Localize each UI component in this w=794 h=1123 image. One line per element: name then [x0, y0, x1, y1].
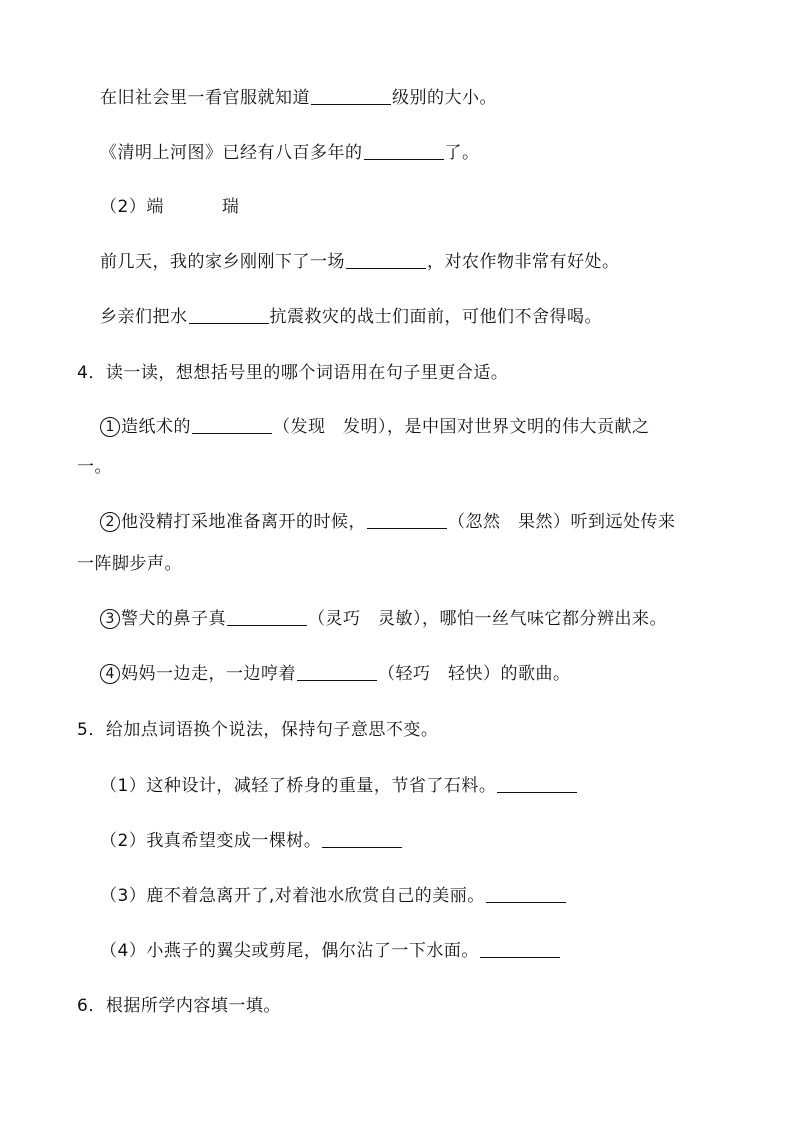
sentence-text: （4）小燕子的翼尖或剪尾，偶尔沾了一下水面。 — [100, 941, 479, 961]
sentence-text: （1）这种设计，减轻了桥身的重量，节省了石料。 — [100, 776, 497, 796]
answer-blank[interactable] — [322, 829, 402, 848]
sentence-text: 造纸术的 — [121, 417, 191, 437]
circled-number: 2 — [100, 512, 120, 532]
sentence-text: 抗震救灾的战士们面前，可他们不舍得喝。 — [269, 307, 602, 327]
sentence-text: （轻巧 轻快）的歌曲。 — [378, 664, 571, 684]
q5-item-1 — [0, 774, 794, 798]
sentence-qingming-painting — [0, 141, 794, 165]
sentence-official-uniform — [0, 86, 794, 110]
q4-item-3 — [0, 607, 794, 631]
sentence-text: （忽然 果然）听到远处传来 — [448, 512, 676, 532]
q4-item-1 — [0, 415, 794, 439]
circled-number: 1 — [100, 417, 120, 437]
word-pair-label: （2）端 — [100, 197, 164, 217]
sentence-text: 他没精打采地准备离开的时候， — [121, 512, 366, 532]
sentence-text: 在旧社会里一看官服就知道 — [100, 88, 310, 108]
sentence-text: 《清明上河图》已经有八百多年的 — [100, 143, 363, 163]
sentence-text: 妈妈一边走，一边哼着 — [121, 664, 296, 684]
sentence-text: 级别的大小。 — [392, 88, 497, 108]
sentence-text: （3）鹿不着急离开了,对着池水欣赏自己的美丽。 — [100, 886, 485, 906]
q5-item-2 — [0, 829, 794, 853]
sentence-text: 了。 — [444, 143, 480, 163]
answer-blank[interactable] — [486, 884, 566, 903]
sentence-text: （灵巧 灵敏），哪怕一丝气味它都分辨出来。 — [308, 609, 667, 629]
question-6-title: 6．根据所学内容填一填。 — [77, 996, 281, 1016]
word-pair-second: 瑞 — [221, 197, 240, 217]
answer-blank[interactable] — [480, 939, 560, 958]
q4-item-2 — [0, 510, 794, 534]
sentence-text: （2）我真希望变成一棵树。 — [100, 831, 322, 851]
sentence-rain — [0, 250, 794, 274]
sentence-text: 前几天，我的家乡刚刚下了一场 — [100, 252, 345, 272]
answer-blank[interactable] — [364, 141, 444, 160]
circled-number: 3 — [100, 609, 120, 629]
sentence-text: （发现 发明），是中国对世界文明的伟大贡献之 — [273, 417, 650, 437]
answer-blank[interactable] — [367, 510, 447, 529]
question-5-title: 5．给加点词语换个说法，保持句子意思不变。 — [77, 720, 439, 740]
answer-blank[interactable] — [346, 250, 426, 269]
circled-number: 4 — [100, 664, 120, 684]
word-pair-heading — [0, 195, 794, 219]
sentence-text: 警犬的鼻子真 — [121, 609, 226, 629]
answer-blank[interactable] — [497, 774, 577, 793]
sentence-villagers-water — [0, 305, 794, 329]
answer-blank[interactable] — [227, 607, 307, 626]
question-4-title: 4．读一读，想想括号里的哪个词语用在句子里更合适。 — [77, 363, 509, 383]
q4-item-1-continuation: 一。 — [77, 457, 112, 477]
answer-blank[interactable] — [297, 662, 377, 681]
sentence-text: ，对农作物非常有好处。 — [427, 252, 620, 272]
sentence-text: 乡亲们把水 — [100, 307, 188, 327]
q5-item-4 — [0, 939, 794, 963]
answer-blank[interactable] — [192, 415, 272, 434]
answer-blank[interactable] — [189, 305, 269, 324]
q5-item-3 — [0, 884, 794, 908]
answer-blank[interactable] — [311, 86, 391, 105]
q4-item-2-continuation: 一阵脚步声。 — [77, 554, 182, 574]
q4-item-4 — [0, 662, 794, 686]
